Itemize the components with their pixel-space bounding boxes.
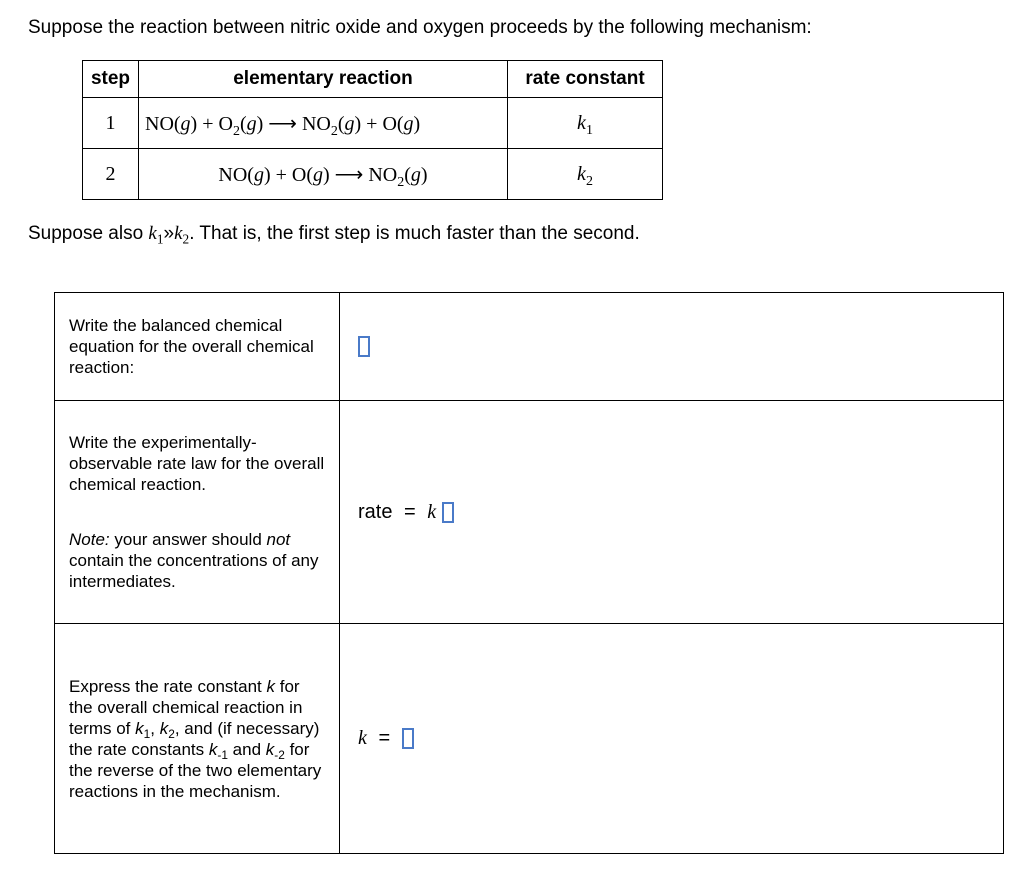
- mechanism-row-2: [83, 149, 663, 200]
- question-2-prompt: [55, 401, 340, 624]
- question-row-2: [55, 401, 1004, 624]
- question-row-3: [55, 624, 1004, 854]
- header-step: step: [83, 61, 139, 98]
- question-2-text: Write the experimentally-observable rate law for the overall chemical reaction.: [69, 433, 325, 494]
- question-2-note: Note: your answer should not contain the concentrations of any intermediates.: [69, 530, 319, 591]
- question-row-1: [55, 293, 1004, 401]
- answer-cell-2: rate = k: [340, 401, 1004, 624]
- mechanism-row-1: [83, 98, 663, 149]
- rate-constant-1: $k_1$: [508, 98, 663, 149]
- elementary-reaction-1: $NO(g) + O_2(g)$ ⟶ $NO_2(g) + O(g)$: [139, 98, 508, 149]
- elementary-reaction-2: NO(g) + O(g) ⟶ $NO_2(g)$: [139, 149, 508, 200]
- assumption-text: Suppose also $k_1»k_2$. That is, the first step is much faster than the second.: [28, 223, 640, 247]
- question-1-prompt: Write the balanced chemical equation for the overall chemical reaction:: [55, 293, 340, 401]
- answer-cell-1: [340, 293, 1004, 401]
- rate-law-input[interactable]: [442, 502, 454, 523]
- mechanism-header-row: [83, 61, 663, 98]
- rate-constant-2: $k_2$: [508, 149, 663, 200]
- step-number: 1: [83, 98, 139, 149]
- answer-cell-3: k =: [340, 624, 1004, 854]
- question-table: [54, 292, 1004, 854]
- question-3-prompt: Express the rate constant k for the overall chemical reaction in terms of $k_1$, $k_2$, and (if necessary) the rate constants $k_{-1}$ and $k_{-2}$ for the reverse of the two elementary reactions in the mechanism.: [55, 624, 340, 854]
- step-number: 2: [83, 149, 139, 200]
- rate-label: rate: [358, 500, 393, 523]
- intro-text: Suppose the reaction between nitric oxide and oxygen proceeds by the following mechanism:: [28, 17, 812, 38]
- header-reaction: elementary reaction: [139, 61, 508, 98]
- rate-constant-input[interactable]: [402, 728, 414, 749]
- balanced-equation-input[interactable]: [358, 336, 370, 357]
- mechanism-table: [82, 60, 663, 200]
- header-rate-constant: rate constant: [508, 61, 663, 98]
